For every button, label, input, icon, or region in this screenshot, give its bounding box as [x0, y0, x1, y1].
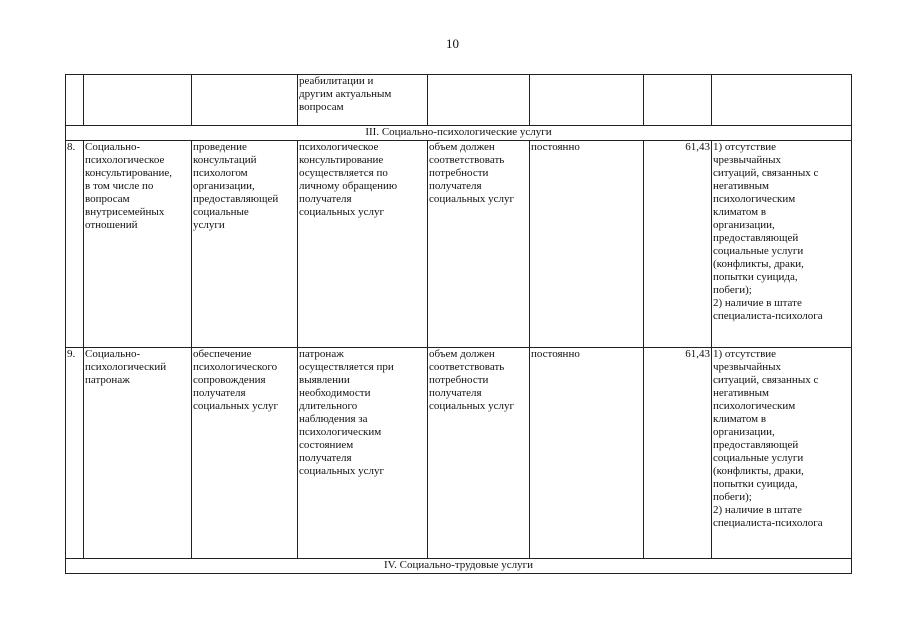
- cell-line: попытки суицида,: [713, 271, 798, 283]
- cell-line: негативным: [713, 180, 770, 192]
- cell-line: соответствовать: [429, 361, 505, 373]
- cell-line: попытки суицида,: [713, 478, 798, 490]
- cell-line: соответствовать: [429, 154, 505, 166]
- cell-line: чрезвычайных: [713, 361, 782, 373]
- cell-line: чрезвычайных: [713, 154, 782, 166]
- cell-line: организации,: [713, 426, 775, 438]
- cell-line: организации,: [713, 219, 775, 231]
- service-tariff: 61,43: [644, 348, 712, 559]
- service-description: [192, 348, 298, 559]
- section-title-3: III. Социально-психологические услуги: [66, 126, 852, 141]
- cell-line: личному обращению: [299, 180, 398, 192]
- service-name: [84, 348, 192, 559]
- service-volume: [428, 348, 530, 559]
- cell-line: специалиста-психолога: [713, 517, 823, 529]
- cell-line: отношений: [85, 219, 138, 231]
- cell-line: получателя: [193, 387, 246, 399]
- cell-line: 1) отсутствие: [713, 141, 777, 153]
- cell-line: сопровождения: [193, 374, 266, 386]
- service-conditions: [298, 141, 428, 348]
- continuation-row: [66, 75, 852, 126]
- cell-line: потребности: [429, 167, 489, 179]
- service-term: постоянно: [530, 141, 644, 348]
- service-description: [192, 141, 298, 348]
- cell-line: патронаж: [299, 348, 344, 360]
- service-tariff: 61,43: [644, 141, 712, 348]
- cell-line: Социально-: [85, 141, 141, 153]
- cell-line: состоянием: [299, 439, 354, 451]
- cell-line: осуществляется при: [299, 361, 394, 373]
- cell-line: реабилитации и: [299, 75, 374, 87]
- cell-line: ситуаций, связанных с: [713, 167, 819, 179]
- cell-line: специалиста-психолога: [713, 310, 823, 322]
- cell-line: климатом в: [713, 206, 767, 218]
- cell-line: 1) отсутствие: [713, 348, 777, 360]
- cell-line: социальных услуг: [429, 400, 515, 412]
- cell-line: в том числе по: [85, 180, 154, 192]
- cell-line: психологическим: [299, 426, 382, 438]
- cell-line: организации,: [193, 180, 255, 192]
- cell-line: длительного: [299, 400, 358, 412]
- cell-line: социальных услуг: [299, 206, 385, 218]
- service-term: постоянно: [530, 348, 644, 559]
- page-number: 10: [446, 36, 459, 51]
- cell-line: социальные: [193, 206, 249, 218]
- cell-line: консультаций: [193, 154, 257, 166]
- service-conditions: [298, 348, 428, 559]
- section-header-row: [66, 126, 852, 141]
- services-table: [65, 74, 852, 574]
- cell-line: необходимости: [299, 387, 371, 399]
- cell-line: 2) наличие в штате: [713, 297, 802, 309]
- cell-line: объем должен: [429, 348, 495, 360]
- section-header-row: [66, 559, 852, 574]
- service-volume: [428, 141, 530, 348]
- cell-line: вопросам: [85, 193, 130, 205]
- cell-line: получателя: [429, 387, 482, 399]
- cell-line: (конфликты, драки,: [713, 258, 804, 270]
- cell-line: (конфликты, драки,: [713, 465, 804, 477]
- cell-line: получателя: [299, 193, 352, 205]
- cell-line: проведение: [193, 141, 247, 153]
- cell-line: социальных услуг: [429, 193, 515, 205]
- quality-criteria: [712, 348, 852, 559]
- cell-line: получателя: [429, 180, 482, 192]
- cell-line: психологический: [85, 361, 167, 373]
- section-title-4: IV. Социально-трудовые услуги: [66, 559, 852, 574]
- cell-line: предоставляющей: [713, 232, 799, 244]
- cell-line: консультирование,: [85, 167, 173, 179]
- cell-line: побеги);: [713, 284, 752, 296]
- cell-line: психологическим: [713, 400, 796, 412]
- cell-line: социальные услуги: [713, 245, 804, 257]
- cell-line: потребности: [429, 374, 489, 386]
- cell-line: социальных услуг: [193, 400, 279, 412]
- cell-line: обеспечение: [193, 348, 252, 360]
- cell-line: психологическое: [299, 141, 379, 153]
- cell-line: психологическим: [713, 193, 796, 205]
- quality-criteria: [712, 141, 852, 348]
- row-number: 8.: [66, 141, 84, 348]
- cell-line: Социально-: [85, 348, 141, 360]
- row-number: 9.: [66, 348, 84, 559]
- continuation-text: [298, 75, 428, 126]
- table-row: [66, 348, 852, 559]
- cell-line: выявлении: [299, 374, 350, 386]
- cell-line: побеги);: [713, 491, 752, 503]
- table-row: [66, 141, 852, 348]
- cell-line: 2) наличие в штате: [713, 504, 802, 516]
- cell-line: социальных услуг: [299, 465, 385, 477]
- cell-line: психологическое: [85, 154, 165, 166]
- cell-line: получателя: [299, 452, 352, 464]
- cell-line: социальные услуги: [713, 452, 804, 464]
- cell-line: климатом в: [713, 413, 767, 425]
- cell-line: психологом: [193, 167, 248, 179]
- cell-line: вопросам: [299, 101, 344, 113]
- cell-line: предоставляющей: [713, 439, 799, 451]
- cell-line: наблюдения за: [299, 413, 368, 425]
- cell-line: предоставляющей: [193, 193, 279, 205]
- cell-line: психологического: [193, 361, 278, 373]
- cell-line: консультирование: [299, 154, 384, 166]
- cell-line: другим актуальным: [299, 88, 392, 100]
- cell-line: объем должен: [429, 141, 495, 153]
- cell-line: ситуаций, связанных с: [713, 374, 819, 386]
- cell-line: негативным: [713, 387, 770, 399]
- cell-line: патронаж: [85, 374, 130, 386]
- cell-line: внутрисемейных: [85, 206, 165, 218]
- cell-line: услуги: [193, 219, 225, 231]
- cell-line: осуществляется по: [299, 167, 388, 179]
- service-name: [84, 141, 192, 348]
